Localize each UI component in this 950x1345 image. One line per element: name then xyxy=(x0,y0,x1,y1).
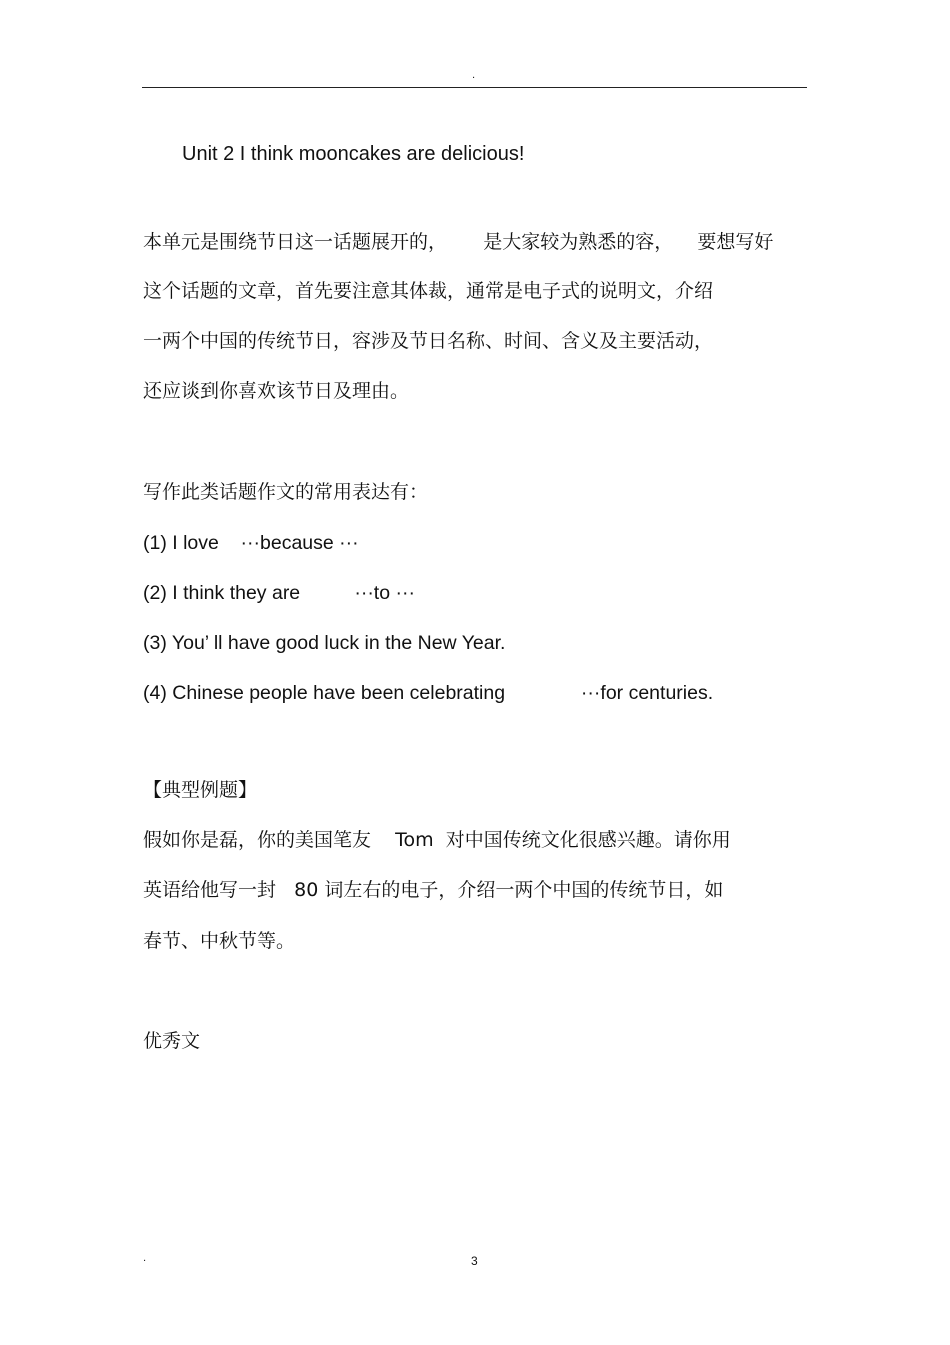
unit-title: Unit 2 I think mooncakes are delicious! xyxy=(182,143,525,165)
expression-item-2: (2) I think they are ···to ··· xyxy=(143,582,415,604)
expression-item-3: (3) You’ ll have good luck in the New Year. xyxy=(143,632,506,654)
header-rule xyxy=(142,87,807,88)
intro-line-1: 本单元是围绕节日这一话题展开的， 是大家较为熟悉的容， 要想写好 xyxy=(143,231,774,253)
expressions-heading: 写作此类话题作文的常用表达有： xyxy=(143,481,429,503)
intro-line-2: 这个话题的文章，首先要注意其体裁，通常是电子式的说明文，介绍 xyxy=(143,280,714,302)
intro-line-4: 还应谈到你喜欢该节日及理由。 xyxy=(143,380,410,402)
page-number: 3 xyxy=(471,1254,478,1268)
example-heading: 【典型例题】 xyxy=(143,779,258,801)
model-essay-heading: 优秀文 xyxy=(143,1030,201,1052)
example-line-3: 春节、中秋节等。 xyxy=(143,930,296,952)
example-line-2: 英语给他写一封 80 词左右的电子，介绍一两个中国的传统节日，如 xyxy=(143,879,724,901)
expression-item-4: (4) Chinese people have been celebrating ···for centuries. xyxy=(143,682,714,704)
header-dot: . xyxy=(472,70,476,81)
example-line-1: 假如你是磊，你的美国笔友 Tom 对中国传统文化很感兴趣。请你用 xyxy=(143,829,731,851)
intro-line-3: 一两个中国的传统节日，容涉及节日名称、时间、含义及主要活动， xyxy=(143,330,714,352)
footer-dot: . xyxy=(143,1253,147,1264)
expression-item-1: (1) I love ···because ··· xyxy=(143,532,359,554)
